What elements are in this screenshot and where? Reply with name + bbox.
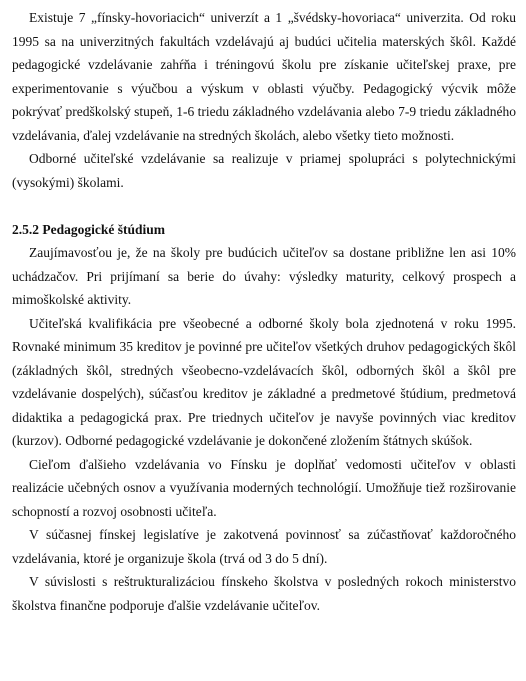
paragraph-admission: Zaujímavosťou je, že na školy pre budúcich učiteľov sa dostane približne len asi 10% uchádzačov. Pri prijímaní sa berie do úvahy: výsledky maturity, celkový prospech a mimoškolské aktivity. (12, 245, 516, 307)
spacer (12, 194, 516, 218)
paragraph-ministry-support: V súvislosti s reštrukturalizáciou fínskeho školstva v posledných rokoch ministerstvo školstva finančne podporuje ďalšie vzdelávanie učiteľov. (12, 574, 516, 613)
section-heading: 2.5.2 Pedagogické štúdium (12, 221, 166, 237)
paragraph-further-education-goal: Cieľom ďalšieho vzdelávania vo Fínsku je doplňať vedomosti učiteľov v oblasti realizácie učebných osnov a využívania moderných technológií. Umožňuje tiež rozširovanie schopností a rozvoj osobnosti učiteľa. (12, 456, 516, 519)
paragraph-legislation: V súčasnej fínskej legislatíve je zakotvená povinnosť sa zúčastňovať každoročného vzdelávania, ktoré je organizuje škola (trvá od 3 do 5 dní). (12, 527, 516, 566)
paragraph-qualification: Učiteľská kvalifikácia pre všeobecné a odborné školy bola zjednotená v roku 1995. Rovnaké minimum 35 kreditov je povinné pre učiteľov všetkých druhov pedagogických škôl (základných škôl, stredných všeobecno-vzdelávacích škôl, odborných škôl a škôl pre vzdelávanie dospelých), súčasťou kreditov je základné a predmetové štúdium, predmetová didaktika a pedagogická prax. Pre triednych učiteľov je navyše povinných viac kreditov (kurzov). Odborné pedagogické vzdelávanie je dokončené zložením štátnych skúšok. (12, 315, 516, 448)
paragraph-universities: Existuje 7 „fínsky-hovoriacich“ univerzít a 1 „švédsky-hovoriaca“ univerzita. Od roku 1995 sa na univerzitných fakultách vzdelávajú aj budúci učitelia materských škôl. Každé pedagogické vzdelávanie zahŕňa i tréningovú školu pre získanie učiteľskej praxe, pre experimentovanie s výučbou a výskum v oblasti výučby. Pedagogický výcvik môže pokrývať predškolský stupeň, 1-6 triedu základného vzdelávania alebo 7-9 triedu základného vzdelávania, ďalej vzdelávanie na stredných školách, alebo všetky tieto možnosti. (12, 10, 516, 143)
paragraph-vocational-teacher-education: Odborné učiteľské vzdelávanie sa realizuje v priamej spolupráci s polytechnickými (vysokými) školami. (12, 151, 516, 190)
